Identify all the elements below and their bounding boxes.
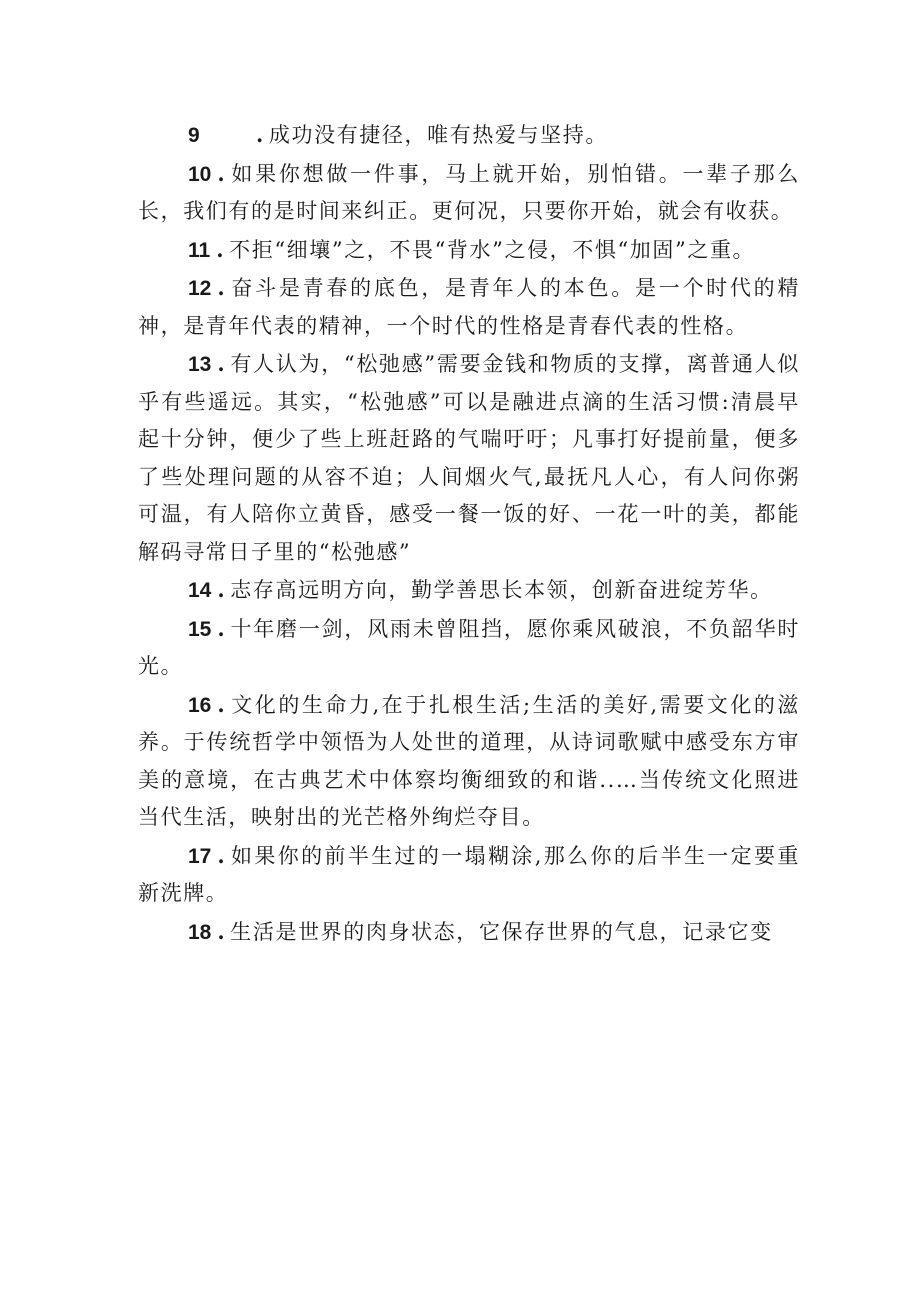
quote-item-15 [138,610,800,686]
quote-item-10 [138,155,800,231]
separator-dot: . [216,236,226,262]
separator-dot: . [217,615,227,641]
quote-item-18 [138,913,800,952]
item-text: 成功没有捷径，唯有热爱与坚持。 [268,123,608,147]
item-text: 奋斗是青春的底色，是青年人的本色。是一个时代的精神，是青年代表的精神，一个时代的性格是青春代表的性格。 [138,276,800,338]
quote-item-13 [138,345,800,571]
separator-dot: . [217,351,227,376]
item-number: 11 [188,238,211,262]
separator-dot: . [217,160,227,186]
separator-dot: . [217,691,227,717]
item-text: 如果你想做一件事，马上就开始，别怕错。一辈子那么长，我们有的是时间来纠正。更何况，只要你开始，就会有收获。 [138,161,800,223]
item-number: 15 [188,617,212,641]
item-text: 生活是世界的肉身状态，它保存世界的气息，记录它变 [230,919,773,944]
item-number: 13 [188,353,212,376]
item-number: 14 [188,579,212,602]
quote-item-12 [138,269,800,345]
item-number: 10 [188,162,212,186]
separator-dot: . [217,918,227,944]
item-text: 如果你的前半生过的一塌糊涂,那么你的后半生一定要重新洗牌。 [138,843,800,905]
item-number: 17 [188,844,212,868]
item-text: 志存高远明方向，勤学善思长本领，创新奋进绽芳华。 [230,578,773,602]
item-text: 文化的生命力,在于扎根生活;生活的美好,需要文化的滋养。于传统哲学中领悟为人处世的道理，从诗词歌赋中感受东方审美的意境，在古典艺术中体察均衡细致的和谐..…当传统文化照进当代生活，映射出的光芒格外绚烂夺目。 [138,692,800,829]
item-number: 9 [188,124,200,147]
separator-dot: . [217,275,227,300]
quote-item-11 [138,231,800,270]
item-number: 18 [188,920,212,944]
separator-dot: . [256,122,265,147]
item-number: 12 [188,277,212,300]
quote-item-9 [138,116,800,155]
separator-dot: . [217,577,227,602]
item-number: 16 [188,693,212,717]
item-text: 有人认为，“松弛感”需要金钱和物质的支撑，离普通人似乎有些遥远。其实，“松弛感”可以是融进点滴的生活习惯:清晨早起十分钟，便少了些上班赶路的气喘吁吁；凡事打好提前量，便多了些处理问题的从容不迫；人间烟火气,最抚凡人心，有人问你粥可温，有人陪你立黄昏，感受一餐一饭的好、一花一叶的美，都能解码寻常日子里的“松弛感” [138,352,800,564]
quote-item-14 [138,571,800,610]
quote-item-16 [138,686,800,837]
item-text: 十年磨一剑，风雨未曾阻挡，愿你乘风破浪，不负韶华时光。 [138,616,800,678]
separator-dot: . [217,842,227,868]
quote-list [138,116,800,951]
quote-item-17 [138,837,800,913]
item-text: 不拒“细壤”之，不畏“背水”之侵，不惧“加固”之重。 [229,237,756,262]
